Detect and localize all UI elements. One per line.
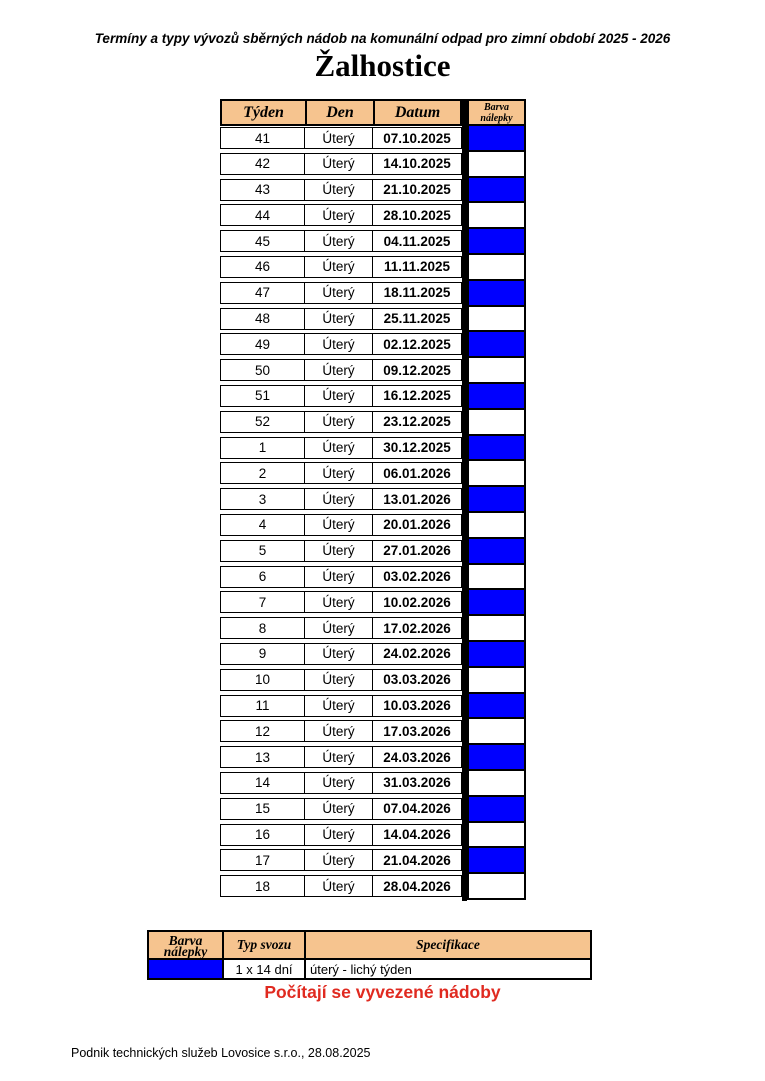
week-cell: 18	[254, 878, 271, 894]
sticker-cell-blue	[467, 848, 526, 874]
table-row	[220, 566, 462, 588]
sticker-cell-blue	[467, 590, 526, 616]
week-cell: 52	[254, 414, 271, 430]
sticker-cell-blue	[467, 642, 526, 668]
table-row	[220, 282, 462, 304]
week-cell: 12	[254, 723, 271, 739]
table-row	[220, 540, 462, 562]
legend-header	[147, 930, 592, 960]
sticker-cell-white	[467, 565, 526, 591]
sticker-cell-blue	[467, 694, 526, 720]
day-cell: Úterý	[304, 876, 372, 896]
week-cell: 13	[254, 749, 271, 765]
date-cell: 14.10.2025	[372, 154, 461, 174]
date-cell: 21.10.2025	[372, 180, 461, 200]
date-cell: 23.12.2025	[372, 412, 461, 432]
sticker-cell-white	[467, 668, 526, 694]
day-cell: Úterý	[304, 618, 372, 638]
sticker-cell-white	[467, 823, 526, 849]
week-cell: 15	[254, 801, 271, 817]
date-cell: 03.02.2026	[372, 567, 461, 587]
schedule-header	[220, 99, 462, 126]
week-cell: 1	[258, 440, 267, 456]
table-row	[220, 669, 462, 691]
table-row	[220, 359, 462, 381]
table-row	[220, 256, 462, 278]
week-cell: 47	[254, 285, 271, 301]
day-cell: Úterý	[304, 489, 372, 509]
day-cell: Úterý	[304, 412, 372, 432]
table-row	[220, 617, 462, 639]
date-cell: 30.12.2025	[372, 438, 461, 458]
date-cell: 24.03.2026	[372, 747, 461, 767]
day-cell: Úterý	[304, 128, 372, 148]
table-row	[220, 488, 462, 510]
week-cell: 45	[254, 233, 271, 249]
date-cell: 28.10.2025	[372, 205, 461, 225]
legend-type-value: 1 x 14 dní	[222, 960, 304, 978]
week-cell: 4	[258, 517, 267, 533]
col-header-tyden: Týden	[243, 103, 284, 121]
table-row	[220, 746, 462, 768]
footer-text: Podnik technických služeb Lovosice s.r.o., 28.08.2025	[71, 1046, 371, 1060]
date-cell: 03.03.2026	[372, 670, 461, 690]
day-cell: Úterý	[304, 283, 372, 303]
date-cell: 13.01.2026	[372, 489, 461, 509]
sticker-cell-blue	[467, 797, 526, 823]
table-row	[220, 333, 462, 355]
day-cell: Úterý	[304, 257, 372, 277]
page-title: Žalhostice	[314, 48, 451, 83]
day-cell: Úterý	[304, 180, 372, 200]
day-cell: Úterý	[304, 747, 372, 767]
sticker-cell-blue	[467, 126, 526, 152]
table-row	[220, 230, 462, 252]
col-header-datum: Datum	[373, 101, 460, 124]
sticker-cell-blue	[467, 384, 526, 410]
day-cell: Úterý	[304, 334, 372, 354]
date-cell: 10.02.2026	[372, 592, 461, 612]
sticker-cell-blue	[467, 539, 526, 565]
table-row	[220, 153, 462, 175]
date-cell: 25.11.2025	[372, 309, 461, 329]
date-cell: 09.12.2025	[372, 360, 461, 380]
date-cell: 17.03.2026	[372, 721, 461, 741]
day-cell: Úterý	[304, 231, 372, 251]
sticker-cell-blue	[467, 229, 526, 255]
date-cell: 02.12.2025	[372, 334, 461, 354]
sticker-cell-white	[467, 513, 526, 539]
table-row	[220, 875, 462, 897]
week-cell: 10	[254, 672, 271, 688]
day-cell: Úterý	[304, 438, 372, 458]
sticker-cell-blue	[467, 436, 526, 462]
week-cell: 49	[254, 336, 271, 352]
day-cell: Úterý	[304, 541, 372, 561]
date-cell: 11.11.2025	[372, 257, 461, 277]
week-cell: 43	[254, 182, 271, 198]
sticker-cell-white	[467, 616, 526, 642]
table-row	[220, 514, 462, 536]
day-cell: Úterý	[304, 670, 372, 690]
col-header-den: Den	[305, 101, 373, 124]
legend-header-barva-nalepky: Barva nálepky	[163, 933, 208, 959]
week-cell: 51	[254, 388, 271, 404]
day-cell: Úterý	[304, 567, 372, 587]
date-cell: 28.04.2026	[372, 876, 461, 896]
date-cell: 31.03.2026	[372, 773, 461, 793]
table-row	[220, 772, 462, 794]
day-cell: Úterý	[304, 850, 372, 870]
day-cell: Úterý	[304, 205, 372, 225]
table-row	[220, 462, 462, 484]
date-cell: 17.02.2026	[372, 618, 461, 638]
sticker-cell-white	[467, 771, 526, 797]
date-cell: 27.01.2026	[372, 541, 461, 561]
table-row	[220, 591, 462, 613]
sticker-cell-white	[467, 358, 526, 384]
sticker-cell-white	[467, 152, 526, 178]
date-cell: 14.04.2026	[372, 825, 461, 845]
table-row	[220, 798, 462, 820]
page-subtitle: Termíny a typy vývozů sběrných nádob na komunální odpad pro zimní období 2025 - 2026	[94, 31, 671, 46]
day-cell: Úterý	[304, 154, 372, 174]
table-row	[220, 308, 462, 330]
day-cell: Úterý	[304, 644, 372, 664]
day-cell: Úterý	[304, 515, 372, 535]
legend-sticker-swatch-blue	[149, 960, 222, 978]
table-row	[220, 385, 462, 407]
date-cell: 06.01.2026	[372, 463, 461, 483]
sticker-cell-white	[467, 461, 526, 487]
date-cell: 24.02.2026	[372, 644, 461, 664]
day-cell: Úterý	[304, 825, 372, 845]
week-cell: 46	[254, 259, 271, 275]
day-cell: Úterý	[304, 773, 372, 793]
table-row	[220, 437, 462, 459]
sticker-cell-blue	[467, 745, 526, 771]
sticker-cell-white	[467, 874, 526, 900]
week-cell: 3	[258, 491, 267, 507]
sticker-cell-white	[467, 410, 526, 436]
date-cell: 07.10.2025	[372, 128, 461, 148]
legend-spec-value: úterý - lichý týden	[304, 960, 590, 978]
table-row	[220, 411, 462, 433]
week-cell: 11	[255, 698, 270, 714]
week-cell: 14	[254, 775, 271, 791]
date-cell: 07.04.2026	[372, 799, 461, 819]
sticker-cell-white	[467, 203, 526, 229]
week-cell: 42	[254, 156, 271, 172]
table-row	[220, 179, 462, 201]
week-cell: 44	[254, 207, 271, 223]
week-cell: 5	[258, 543, 267, 559]
note-text: Počítají se vyvezené nádoby	[264, 982, 501, 1002]
table-row	[220, 643, 462, 665]
day-cell: Úterý	[304, 386, 372, 406]
day-cell: Úterý	[304, 696, 372, 716]
week-cell: 16	[254, 827, 271, 843]
legend-table	[147, 930, 592, 980]
table-row	[220, 824, 462, 846]
sticker-cell-white	[467, 719, 526, 745]
sticker-cell-blue	[467, 281, 526, 307]
week-cell: 2	[258, 465, 267, 481]
week-cell: 8	[258, 620, 267, 636]
table-row	[220, 127, 462, 149]
day-cell: Úterý	[304, 799, 372, 819]
day-cell: Úterý	[304, 360, 372, 380]
table-row	[220, 204, 462, 226]
legend-row	[147, 960, 592, 980]
sticker-column	[467, 126, 526, 900]
sticker-cell-blue	[467, 487, 526, 513]
date-cell: 10.03.2026	[372, 696, 461, 716]
week-cell: 6	[258, 569, 267, 585]
sticker-cell-blue	[467, 332, 526, 358]
date-cell: 04.11.2025	[372, 231, 461, 251]
sticker-cell-blue	[467, 178, 526, 204]
week-cell: 48	[254, 311, 271, 327]
table-row	[220, 849, 462, 871]
day-cell: Úterý	[304, 309, 372, 329]
date-cell: 21.04.2026	[372, 850, 461, 870]
legend-header-specifikace: Specifikace	[304, 932, 590, 958]
table-row	[220, 720, 462, 742]
week-cell: 9	[258, 646, 267, 662]
day-cell: Úterý	[304, 463, 372, 483]
sticker-cell-white	[467, 255, 526, 281]
week-cell: 17	[254, 852, 271, 868]
sticker-cell-white	[467, 307, 526, 333]
day-cell: Úterý	[304, 592, 372, 612]
day-cell: Úterý	[304, 721, 372, 741]
schedule-rows	[220, 127, 462, 901]
date-cell: 20.01.2026	[372, 515, 461, 535]
date-cell: 16.12.2025	[372, 386, 461, 406]
col-header-barva-nalepky: Barva nálepky	[467, 99, 526, 126]
week-cell: 50	[254, 362, 271, 378]
table-row	[220, 695, 462, 717]
legend-header-typ-svozu: Typ svozu	[222, 932, 304, 958]
date-cell: 18.11.2025	[372, 283, 461, 303]
schedule-table	[220, 99, 526, 901]
week-cell: 41	[254, 130, 271, 146]
week-cell: 7	[258, 594, 267, 610]
